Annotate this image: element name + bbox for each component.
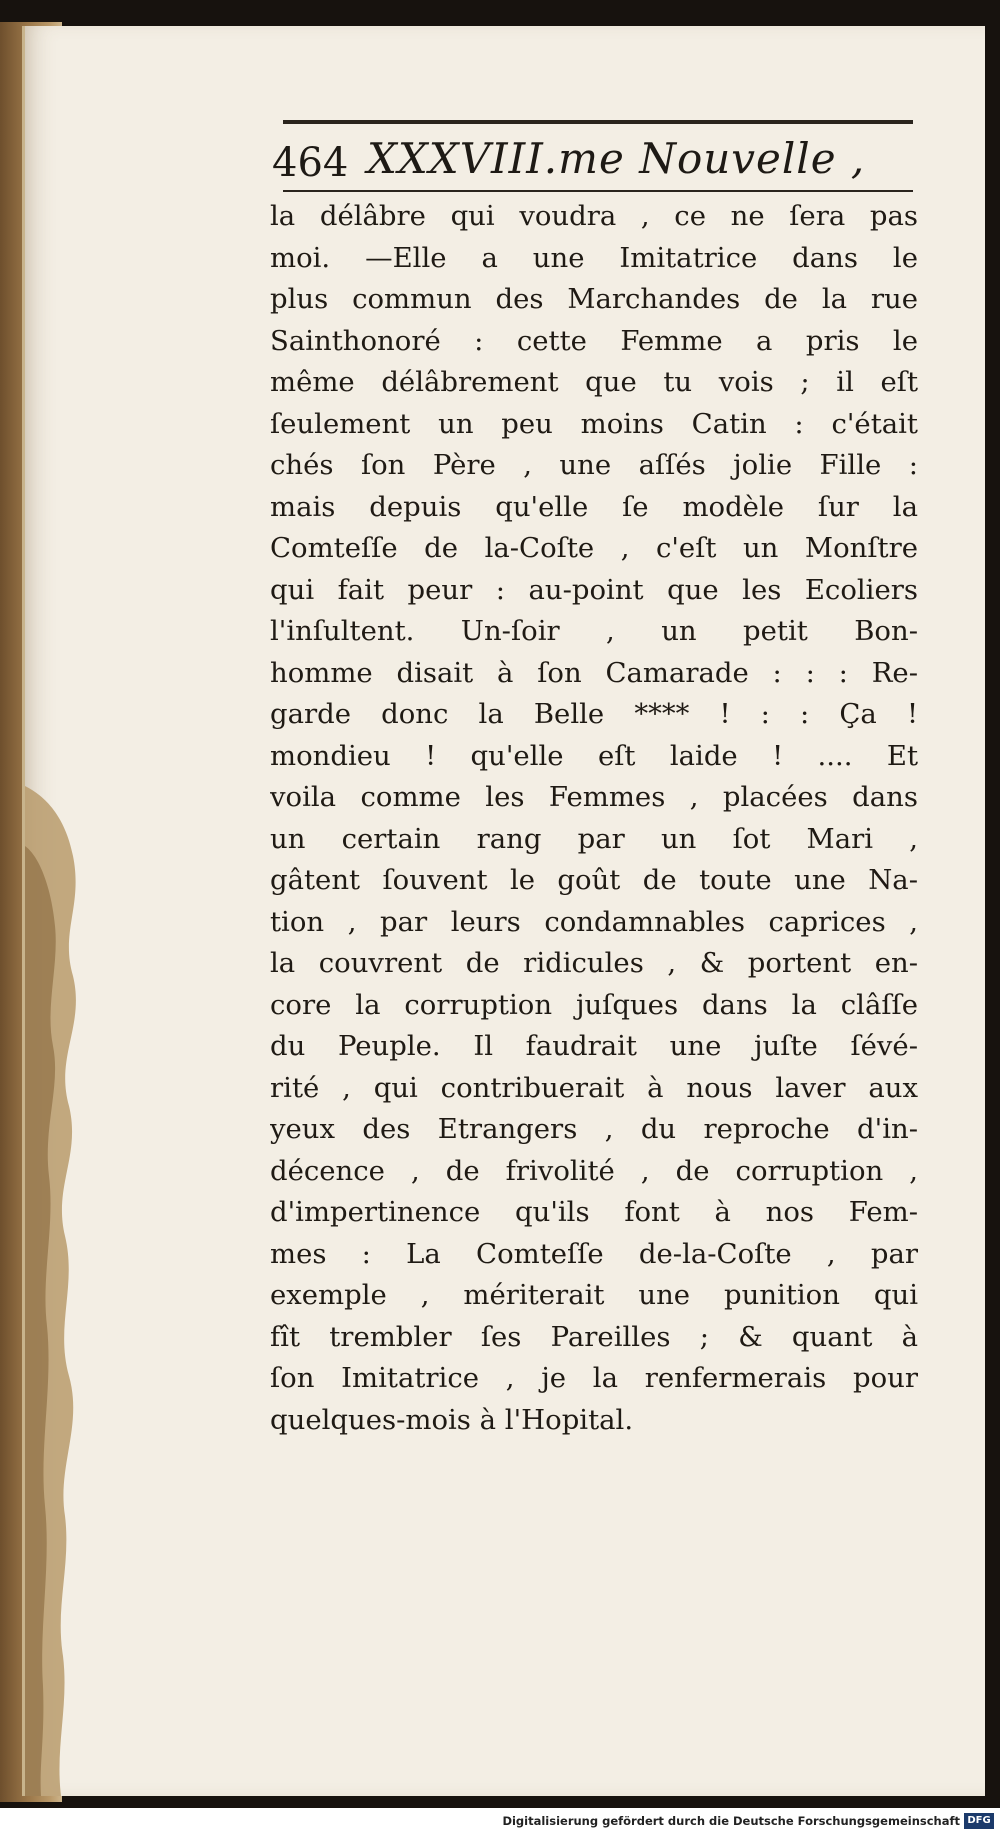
text-line: core la corruption juſques dans la clâſſe	[270, 988, 918, 1021]
text-line: gâtent ſouvent le goût de toute une Na-	[270, 864, 918, 896]
text-line: même délâbrement que tu vois ; il eſt	[270, 366, 918, 398]
text-line: Comteſſe de la-Coſte , c'eſt un Monſtre	[270, 532, 918, 564]
text-line: homme disait à ſon Camarade : : : Re-	[270, 656, 918, 689]
running-head	[272, 128, 912, 192]
text-line: qui fait peur : au-point que les Ecoliers	[270, 573, 918, 606]
text-line: mes : La Comteſſe de-la-Coſte , par	[270, 1237, 918, 1270]
body-text	[270, 196, 918, 1441]
text-line: garde donc la Belle **** ! : : Ça !	[270, 698, 918, 730]
page-number: 464	[272, 140, 349, 186]
text-line: plus commun des Marchandes de la rue	[270, 283, 918, 315]
text-line: mais depuis qu'elle ſe modèle ſur la	[270, 490, 918, 523]
header-rule-top	[283, 120, 913, 124]
dfg-logo: DFG	[964, 1813, 994, 1829]
text-line: Sainthonoré : cette Femme a pris le	[270, 324, 918, 357]
text-line: un certain rang par un ſot Mari ,	[270, 822, 918, 855]
text-line: chés ſon Père , une aſſés jolie Fille :	[270, 449, 918, 481]
text-line: rité , qui contribuerait à nous laver aux	[270, 1071, 918, 1104]
text-line: tion , par leurs condamnables caprices ,	[270, 905, 918, 938]
header-rule-bottom	[283, 190, 913, 192]
text-line: l'inſultent. Un-ſoir , un petit Bon-	[270, 615, 918, 647]
text-line: fît trembler ſes Pareilles ; & quant à	[270, 1320, 918, 1353]
text-line: la couvrent de ridicules , & portent en-	[270, 947, 918, 979]
text-line: du Peuple. Il faudrait une juſte ſévé-	[270, 1030, 918, 1062]
footer-strip	[0, 1808, 1000, 1835]
text-line: ſeulement un peu moins Catin : c'était	[270, 407, 918, 440]
torn-page-edge	[25, 26, 155, 1796]
running-head-title: XXXVIII.me Nouvelle ,	[367, 134, 866, 183]
text-line: quelques-mois à l'Hopital.	[270, 1403, 634, 1436]
text-line: d'impertinence qu'ils font à nos Fem-	[270, 1196, 918, 1228]
digitization-credit: Digitalisierung gefördert durch die Deutsche Forschungsgemeinschaft	[502, 1814, 960, 1828]
text-line: moi. —Elle a une Imitatrice dans le	[270, 241, 918, 274]
text-line: mondieu ! qu'elle eſt laide ! .... Et	[270, 739, 918, 772]
text-line: exemple , mériterait une punition qui	[270, 1279, 918, 1311]
text-line: yeux des Etrangers , du reproche d'in-	[270, 1113, 918, 1145]
text-line: décence , de frivolité , de corruption ,	[270, 1154, 918, 1187]
text-line: ſon Imitatrice , je la renfermerais pour	[270, 1362, 918, 1394]
text-line: la délâbre qui voudra , ce ne ſera pas	[270, 200, 918, 232]
text-line: voila comme les Femmes , placées dans	[270, 781, 918, 813]
